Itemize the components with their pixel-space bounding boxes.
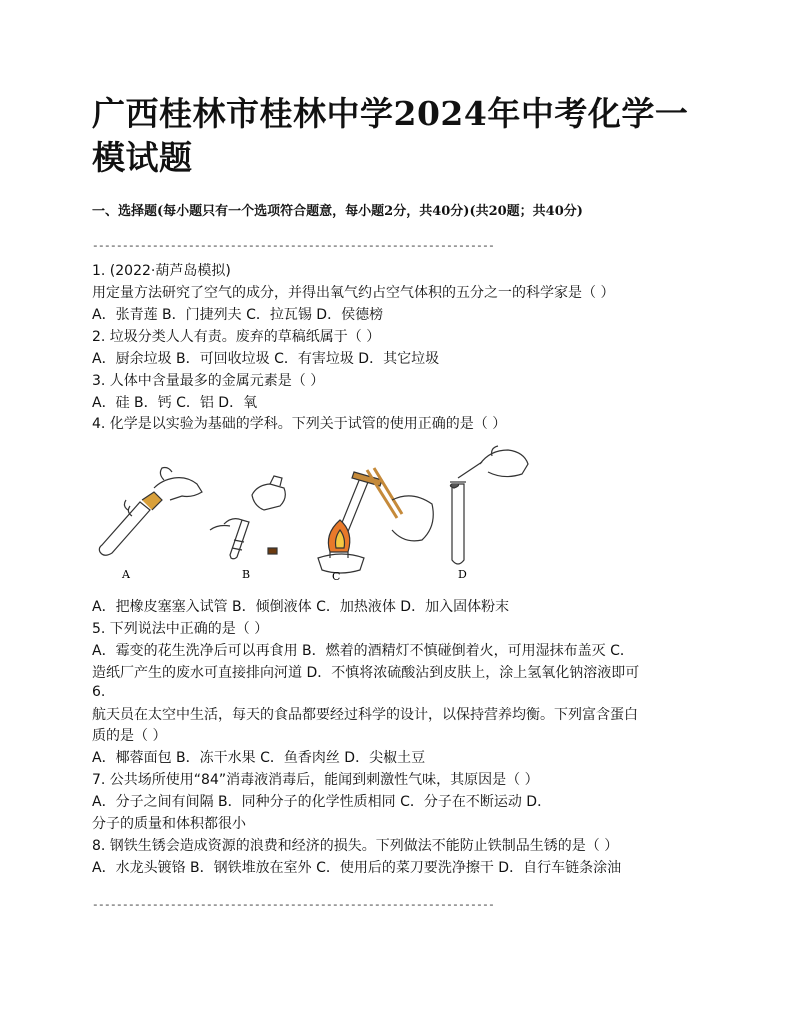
page-title: 广西桂林市桂林中学2024年中考化学一模试题 [92,94,689,177]
separator-top: ------------------------------------------------------------------- [92,241,495,253]
question-5-stem: 5. 下列说法中正确的是（ ） [92,621,269,637]
question-5-options-line-1: A．霉变的花生洗净后可以再食用 B．燃着的酒精灯不慎碰倒着火，可用湿抹布盖灭 C． [92,643,634,659]
question-7-stem: 7. 公共场所使用“84”消毒液消毒后，能闻到刺激性气味，其原因是（ ） [92,772,539,788]
question-3-options: A．硅 B．钙 C．铝 D．氧 [92,395,258,411]
figure-d-adding-powder [450,446,528,564]
figure-label-b: B [242,568,251,581]
figure-c-heating-liquid [318,468,433,573]
figure-b-pouring-liquid [210,476,285,559]
question-2-stem: 2. 垃圾分类人人有责。废弃的草稿纸属于（ ） [92,329,381,345]
figure-label-a: A [122,568,130,581]
question-8-stem: 8. 钢铁生锈会造成资源的浪费和经济的损失。下列做法不能防止铁制品生锈的是（ ） [92,838,619,854]
figure-label-c: C [332,570,341,583]
section-heading: 一、选择题(每小题只有一个选项符合题意，每小题2分，共40分)(共20题；共40分) [92,204,583,219]
question-6-stem-line-1: 航天员在太空中生活，每天的食品都要经过科学的设计，以保持营养均衡。下列富含蛋白 [92,707,638,723]
question-6-number: 6. [92,684,106,700]
question-6-options: A．椰蓉面包 B．冻干水果 C．鱼香肉丝 D．尖椒土豆 [92,750,426,766]
question-1-source: 1. (2022·葫芦岛模拟) [92,263,231,279]
question-1-stem: 用定量方法研究了空气的成分，并得出氧气约占空气体积的五分之一的科学家是（ ） [92,285,615,301]
question-7-options-line-1: A．分子之间有间隔 B．同种分子的化学性质相同 C．分子在不断运动 D． [92,794,552,810]
question-4-options: A．把橡皮塞塞入试管 B．倾倒液体 C．加热液体 D．加入固体粉末 [92,599,510,615]
question-4-stem: 4. 化学是以实验为基础的学科。下列关于试管的使用正确的是（ ） [92,416,507,432]
figure-label-d: D [458,568,467,581]
question-5-options-line-2: 造纸厂产生的废水可直接排向河道 D．不慎将浓硫酸沾到皮肤上，涂上氢氧化钠溶液即可 [92,665,640,681]
question-3-stem: 3. 人体中含量最多的金属元素是（ ） [92,373,325,389]
separator-bottom: ------------------------------------------------------------------- [92,900,495,912]
figure-a-stopper-into-tube [99,468,202,556]
question-8-options: A．水龙头镀铬 B．钢铁堆放在室外 C．使用后的菜刀要洗净擦干 D．自行车链条涂油 [92,860,622,876]
question-6-stem-line-2: 质的是（ ） [92,728,167,744]
question-4-figure [92,440,552,590]
question-2-options: A．厨余垃圾 B．可回收垃圾 C．有害垃圾 D．其它垃圾 [92,351,440,367]
question-7-options-line-2: 分子的质量和体积都很小 [92,816,246,832]
question-1-options: A．张青莲 B．门捷列夫 C．拉瓦锡 D．侯德榜 [92,307,384,323]
